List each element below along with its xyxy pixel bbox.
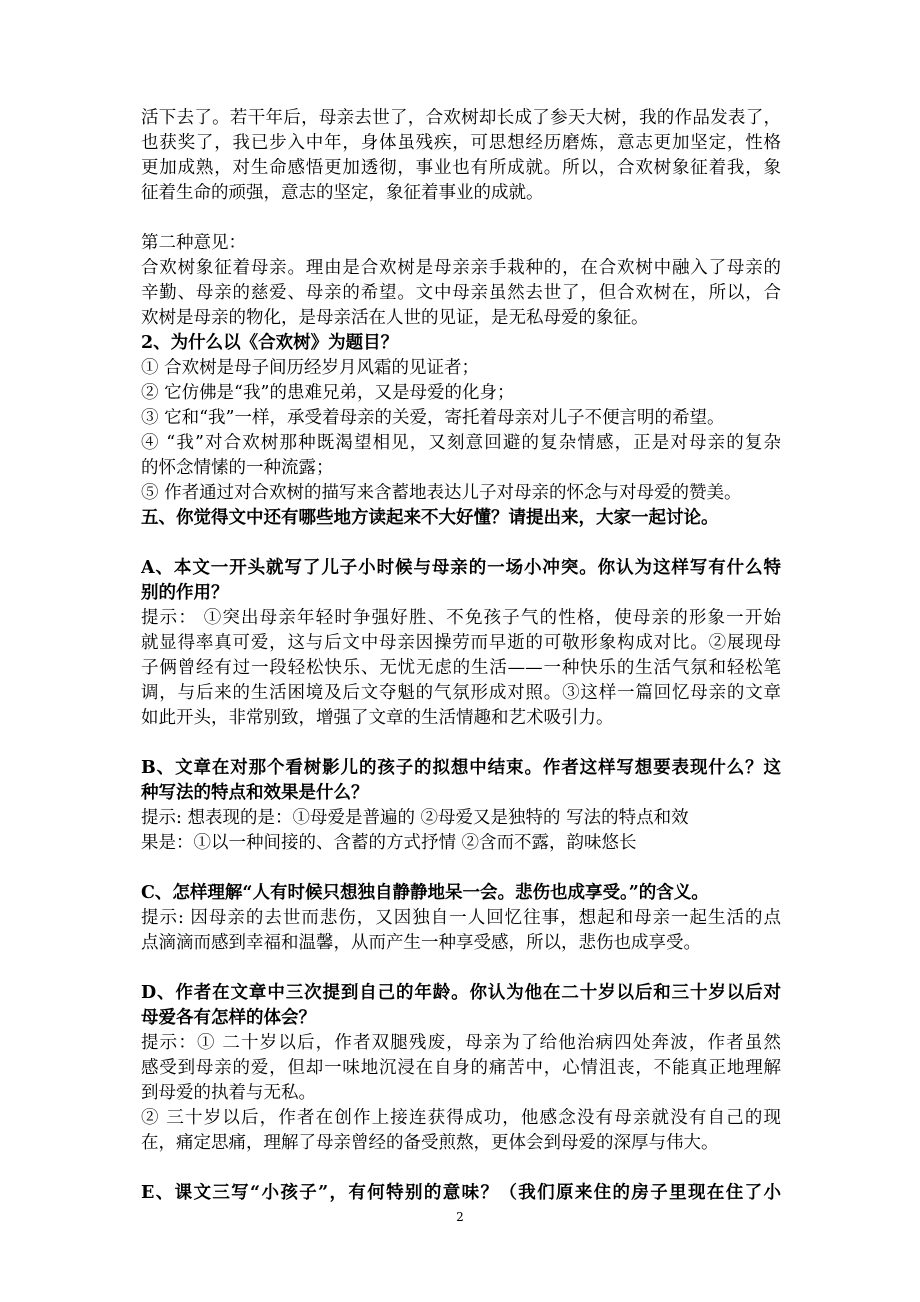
text-line: 第二种意见： xyxy=(141,233,246,253)
text-line: ② 三十岁以后，作者在创作上接连获得成功，他感念没有母亲就没有自己的现 xyxy=(141,1108,781,1128)
text-line: 调，与后来的生活困境及后文夺魁的气氛形成对照。③这样一篇回忆母亲的文章 xyxy=(141,683,781,703)
heading-line: A、本文一开头就写了儿子小时候与母亲的一场小冲突。你认为这样写有什么特 xyxy=(141,558,781,578)
text-line: 更加成熟，对生命感悟更加透彻，事业也有所成就。所以，合欢树象征着我，象 xyxy=(141,158,781,178)
text-line: 子俩曾经有过一段轻松快乐、无忧无虑的生活——一种快乐的生活气氛和轻松笔 xyxy=(141,658,781,678)
text-line: 征着生命的顽强，意志的坚定，象征着事业的成就。 xyxy=(141,183,544,203)
text-line: 的怀念情愫的一种流露； xyxy=(141,458,334,478)
heading-line: 别的作用？ xyxy=(141,583,229,603)
text-line: 辛勤、母亲的慈爱、母亲的希望。文中母亲虽然去世了，但合欢树在，所以，合 xyxy=(141,283,781,303)
text-line: ② 它仿佛是“我”的患难兄弟，又是母爱的化身； xyxy=(141,383,515,403)
text-line: 如此开头，非常别致，增强了文章的生活情趣和艺术吸引力。 xyxy=(141,708,614,728)
text-line: ③ 它和“我”一样，承受着母亲的关爱，寄托着母亲对儿子不便言明的希望。 xyxy=(141,408,725,428)
blank-line xyxy=(141,531,781,556)
text-line: 在，痛定思痛，理解了母亲曾经的备受煎熬，更体会到母爱的深厚与伟大。 xyxy=(141,1133,719,1153)
text-line: 也获奖了，我已步入中年，身体虽残疾，可思想经历磨炼，意志更加坚定，性格 xyxy=(141,133,781,153)
heading-line: D、作者在文章中三次提到自己的年龄。你认为他在二十岁以后和三十岁以后对 xyxy=(141,983,781,1003)
text-line: 就显得率真可爱，这与后文中母亲因操劳而早逝的可敬形象构成对比。②展现母 xyxy=(141,633,781,653)
heading-line: C、怎样理解“人有时候只想独自静静地呆一会。悲伤也成享受。”的含义。 xyxy=(141,883,709,903)
text-line: 提示：① 二十岁以后，作者双腿残废，母亲为了给他治病四处奔波，作者虽然 xyxy=(141,1033,781,1053)
text-line: 感受到母亲的爱，但却一味地沉浸在自身的痛苦中，心情沮丧，不能真正地理解 xyxy=(141,1058,781,1078)
text-line: ⑤ 作者通过对合欢树的描写来含蓄地表达儿子对母亲的怀念与对母爱的赞美。 xyxy=(141,483,742,503)
blank-line xyxy=(141,1156,781,1181)
heading-line: 种写法的特点和效果是什么？ xyxy=(141,783,369,803)
text-line: ④ “我”对合欢树那种既渴望相见，又刻意回避的复杂情感，正是对母亲的复杂 xyxy=(141,433,781,453)
text-line: 到母爱的执着与无私。 xyxy=(141,1083,316,1103)
blank-line xyxy=(141,856,781,881)
heading-line: 母爱各有怎样的体会？ xyxy=(141,1008,316,1028)
text-line: 提示: 想表现的是：①母爱是普遍的 ②母爱又是独特的 写法的特点和效 xyxy=(141,808,689,828)
text-line: 合欢树象征着母亲。理由是合欢树是母亲亲手栽种的，在合欢树中融入了母亲的 xyxy=(141,258,781,278)
text-line: 活下去了。若干年后，母亲去世了，合欢树却长成了参天大树，我的作品发表了， xyxy=(141,108,781,128)
document-page xyxy=(141,106,781,1206)
text-line: 果是：①以一种间接的、含蓄的方式抒情 ②含而不露，韵味悠长 xyxy=(141,833,637,853)
blank-line xyxy=(141,206,781,231)
text-line: 提示： ①突出母亲年轻时争强好胜、不免孩子气的性格，使母亲的形象一开始 xyxy=(141,608,781,628)
page-number: 2 xyxy=(456,1210,464,1224)
heading-line: 五、你觉得文中还有哪些地方读起来不大好懂？请提出来，大家一起讨论。 xyxy=(141,508,719,528)
heading-line: B、文章在对那个看树影儿的孩子的拟想中结束。作者这样写想要表现什么？这 xyxy=(141,758,781,778)
heading-line: 2、为什么以《合欢树》为题目？ xyxy=(141,333,399,353)
text-line: 欢树是母亲的物化，是母亲活在人世的见证，是无私母爱的象征。 xyxy=(141,308,649,328)
text-line: 点滴滴而感到幸福和温馨，从而产生一种享受感，所以，悲伤也成享受。 xyxy=(141,933,701,953)
text-line: ① 合欢树是母子间历经岁月风霜的见证者； xyxy=(141,358,480,378)
blank-line xyxy=(141,956,781,981)
text-line: 提示: 因母亲的去世而悲伤，又因独自一人回忆往事，想起和母亲一起生活的点 xyxy=(141,908,781,928)
heading-line: E、课文三写“小孩子”，有何特别的意味？（我们原来住的房子里现在住了小 xyxy=(141,1183,781,1203)
blank-line xyxy=(141,731,781,756)
